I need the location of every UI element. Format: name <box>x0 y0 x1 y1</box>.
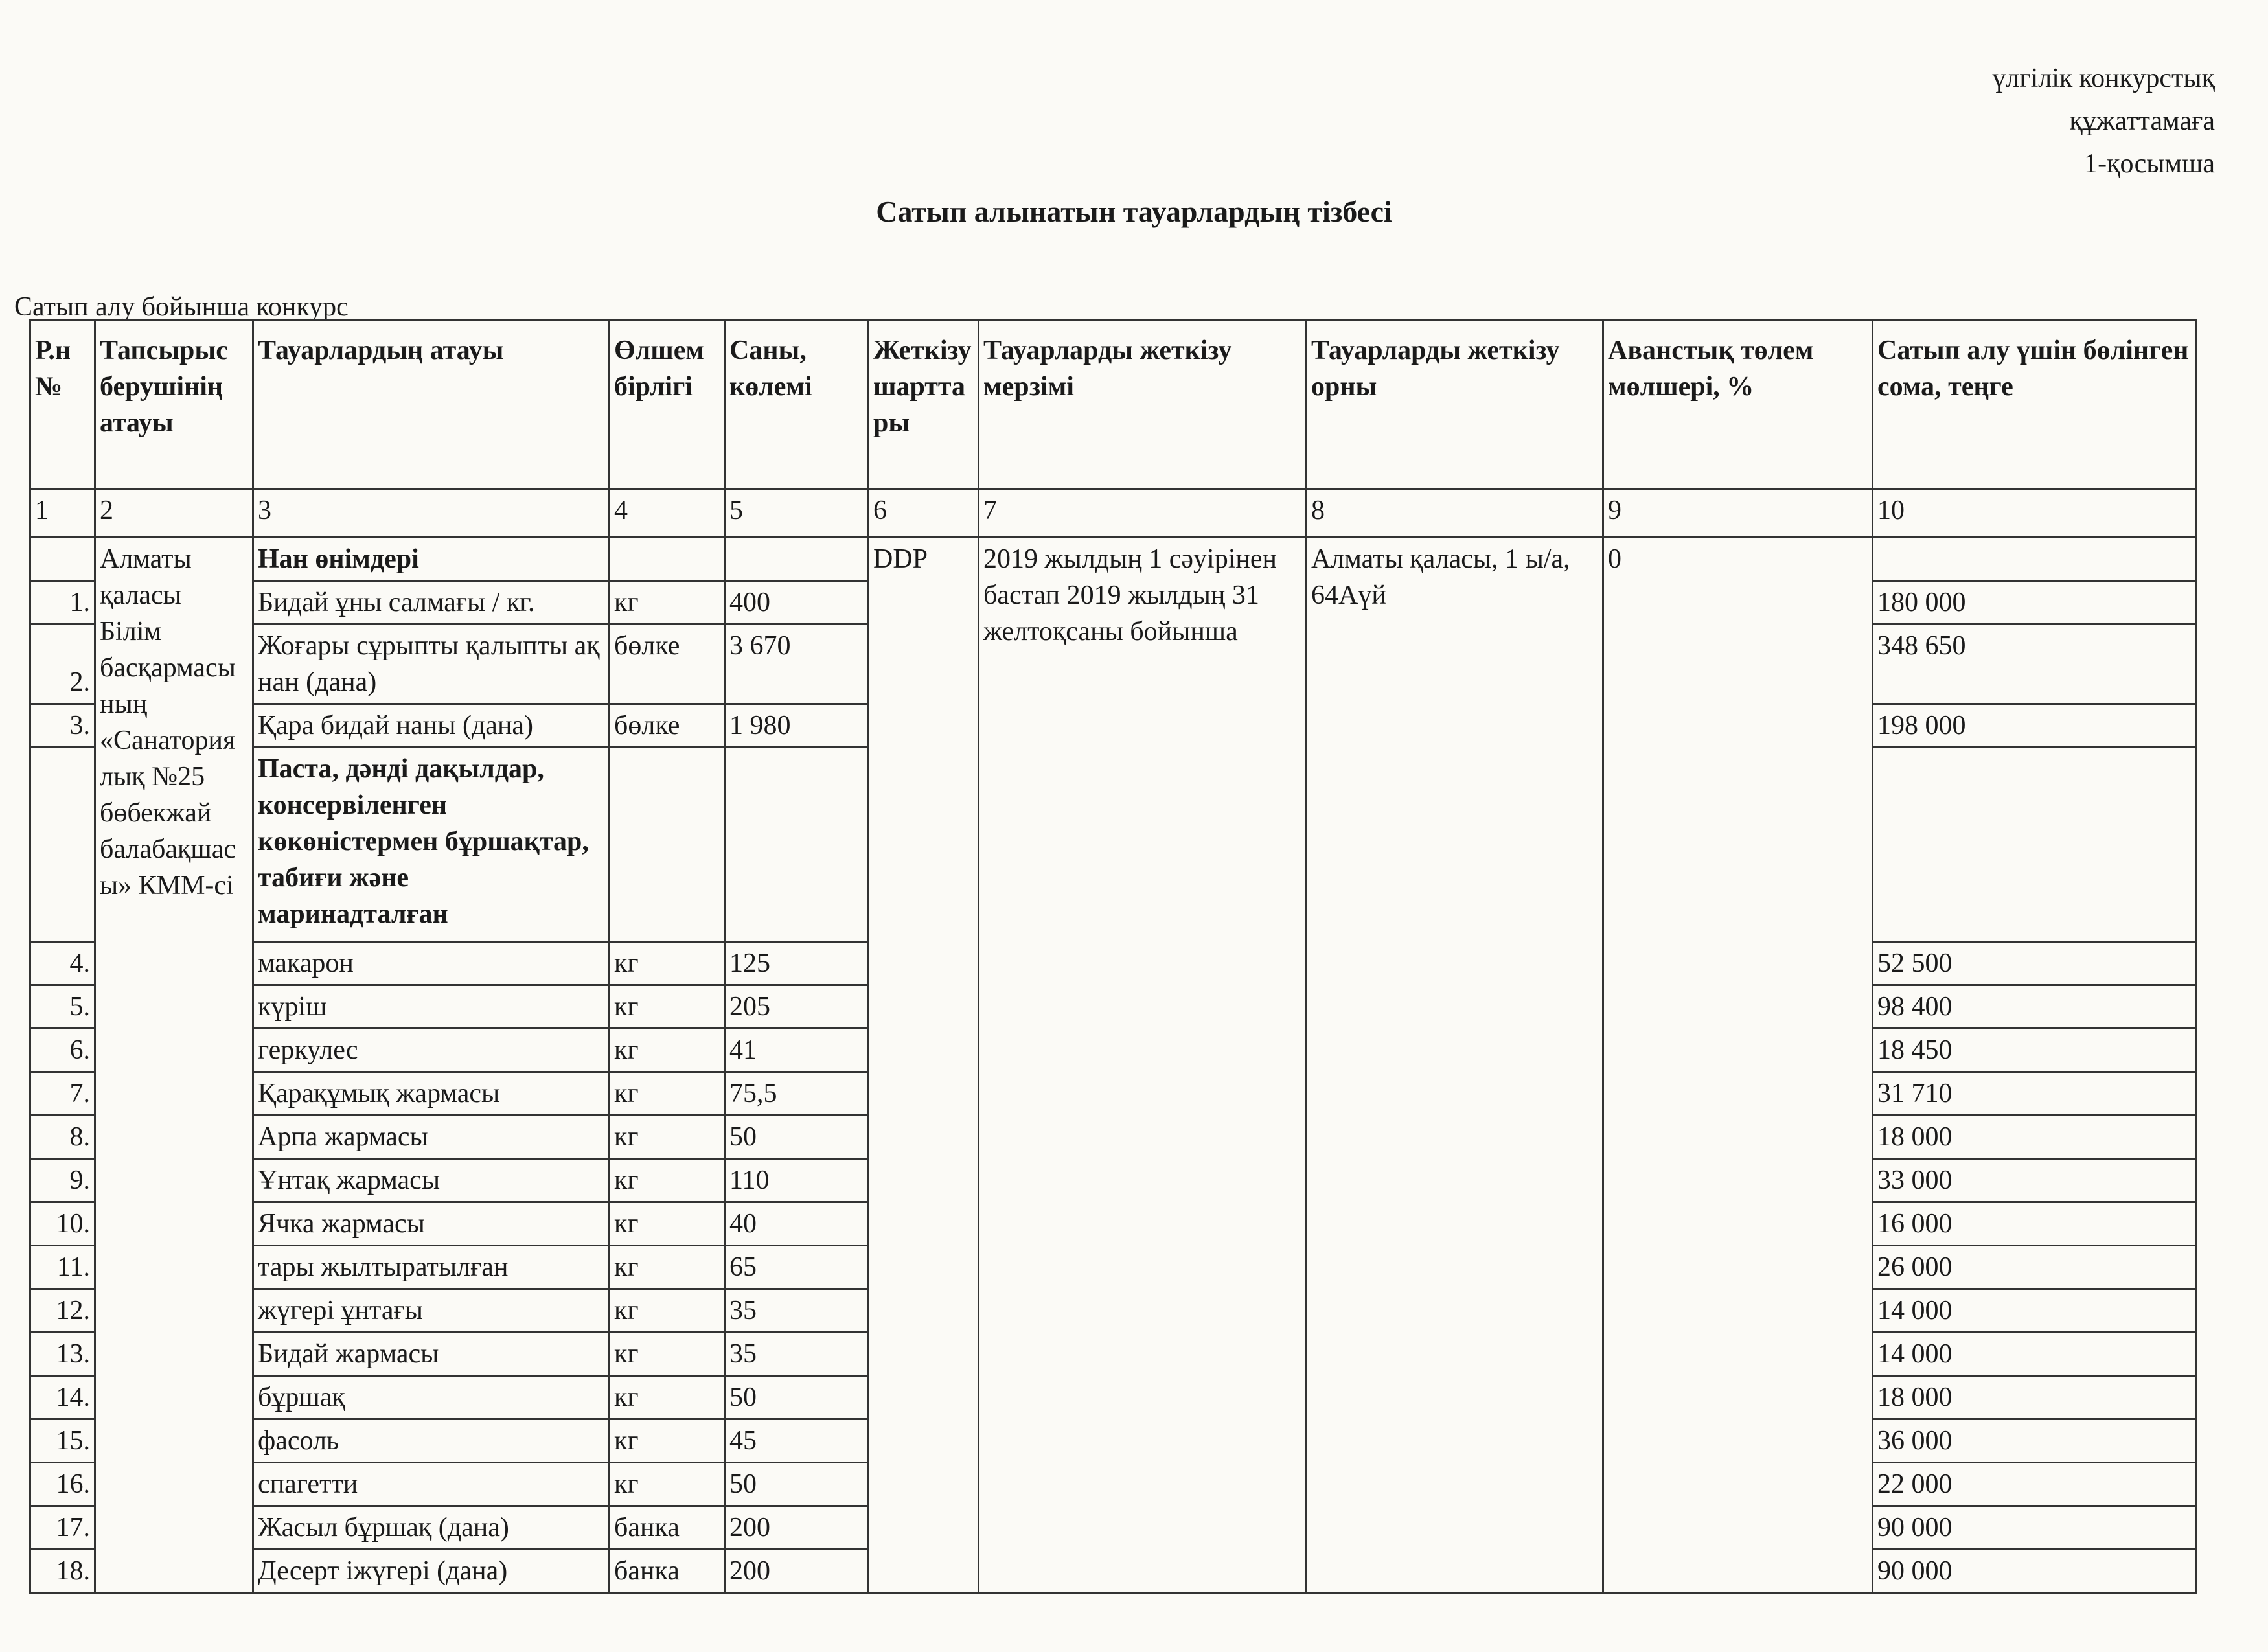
unit: кг <box>610 1463 725 1506</box>
unit: бөлке <box>610 704 725 748</box>
group-title: Нан өнімдері <box>253 538 610 581</box>
allocated-sum: 90 000 <box>1873 1550 2197 1593</box>
header-note-line: құжаттамаға <box>2069 106 2215 136</box>
item-name: бұршақ <box>253 1376 610 1419</box>
row-number: 6. <box>30 1029 95 1072</box>
allocated-sum: 22 000 <box>1873 1463 2197 1506</box>
unit: кг <box>610 1072 725 1116</box>
quantity: 35 <box>725 1333 869 1376</box>
column-number: 6 <box>869 489 979 538</box>
column-number: 3 <box>253 489 610 538</box>
column-number-row <box>30 489 2197 538</box>
row-number: 2. <box>30 625 95 704</box>
column-header: Жеткізу шарттары <box>869 320 979 489</box>
row-number: 7. <box>30 1072 95 1116</box>
column-header: Аванстық төлем мөлшері, % <box>1603 320 1873 489</box>
unit: кг <box>610 1159 725 1202</box>
unit: кг <box>610 581 725 625</box>
column-header: Тауарларды жеткізу орны <box>1307 320 1603 489</box>
allocated-sum: 33 000 <box>1873 1159 2197 1202</box>
row-number <box>30 538 95 581</box>
row-number: 18. <box>30 1550 95 1593</box>
allocated-sum <box>1873 538 2197 581</box>
item-name: спагетти <box>253 1463 610 1506</box>
item-name: Ячка жармасы <box>253 1202 610 1246</box>
row-number: 14. <box>30 1376 95 1419</box>
item-name: Жоғары сұрыпты қалыпты ақ нан (дана) <box>253 625 610 704</box>
quantity: 3 670 <box>725 625 869 704</box>
allocated-sum: 348 650 <box>1873 625 2197 704</box>
row-number: 13. <box>30 1333 95 1376</box>
row-number: 16. <box>30 1463 95 1506</box>
row-number: 8. <box>30 1116 95 1159</box>
customer-name: Алматы қаласы Білім басқармасының «Санаториялық №25 бөбекжай балабақшасы» КММ-сі <box>95 538 253 1593</box>
page-title: Сатып алынатын тауарлардың тізбесі <box>876 195 1392 228</box>
column-header: Р.н № <box>30 320 95 489</box>
item-name: Бидай жармасы <box>253 1333 610 1376</box>
allocated-sum: 16 000 <box>1873 1202 2197 1246</box>
unit <box>610 538 725 581</box>
quantity: 45 <box>725 1419 869 1463</box>
unit: кг <box>610 942 725 985</box>
allocated-sum: 18 450 <box>1873 1029 2197 1072</box>
column-number: 7 <box>979 489 1307 538</box>
quantity: 125 <box>725 942 869 985</box>
item-name: фасоль <box>253 1419 610 1463</box>
row-number: 5. <box>30 985 95 1029</box>
quantity <box>725 538 869 581</box>
column-header: Тапсырыс берушінің атауы <box>95 320 253 489</box>
quantity: 65 <box>725 1246 869 1289</box>
row-number: 11. <box>30 1246 95 1289</box>
row-number: 1. <box>30 581 95 625</box>
unit: кг <box>610 985 725 1029</box>
allocated-sum <box>1873 748 2197 942</box>
quantity: 200 <box>725 1550 869 1593</box>
unit: кг <box>610 1116 725 1159</box>
item-name: Бидай ұны салмағы / кг. <box>253 581 610 625</box>
table-header-row <box>30 320 2197 489</box>
unit: кг <box>610 1333 725 1376</box>
item-name: Жасыл бұршақ (дана) <box>253 1506 610 1550</box>
quantity: 75,5 <box>725 1072 869 1116</box>
delivery-period: 2019 жылдың 1 сәуірінен бастап 2019 жылдың 31 желтоқсаны бойынша <box>979 538 1307 1593</box>
allocated-sum: 98 400 <box>1873 985 2197 1029</box>
column-number: 8 <box>1307 489 1603 538</box>
unit: банка <box>610 1550 725 1593</box>
column-number: 5 <box>725 489 869 538</box>
allocated-sum: 18 000 <box>1873 1376 2197 1419</box>
row-number <box>30 748 95 942</box>
item-name: Арпа жармасы <box>253 1116 610 1159</box>
column-number: 1 <box>30 489 95 538</box>
quantity: 110 <box>725 1159 869 1202</box>
quantity: 41 <box>725 1029 869 1072</box>
allocated-sum: 31 710 <box>1873 1072 2197 1116</box>
quantity: 200 <box>725 1506 869 1550</box>
unit: кг <box>610 1202 725 1246</box>
header-note-line: үлгілік конкурстық <box>1992 63 2215 93</box>
item-name: жүгері ұнтағы <box>253 1289 610 1333</box>
quantity: 50 <box>725 1116 869 1159</box>
allocated-sum: 52 500 <box>1873 942 2197 985</box>
quantity: 50 <box>725 1463 869 1506</box>
row-number: 15. <box>30 1419 95 1463</box>
allocated-sum: 14 000 <box>1873 1333 2197 1376</box>
allocated-sum: 14 000 <box>1873 1289 2197 1333</box>
item-name: күріш <box>253 985 610 1029</box>
item-name: Десерт іжүгері (дана) <box>253 1550 610 1593</box>
goods-table <box>29 319 2197 1594</box>
column-header: Саны, көлемі <box>725 320 869 489</box>
item-name: геркулес <box>253 1029 610 1072</box>
column-number: 9 <box>1603 489 1873 538</box>
item-name: Қара бидай наны (дана) <box>253 704 610 748</box>
row-number: 17. <box>30 1506 95 1550</box>
row-number: 10. <box>30 1202 95 1246</box>
row-number: 4. <box>30 942 95 985</box>
delivery-place: Алматы қаласы, 1 ы/а, 64Аүй <box>1307 538 1603 1593</box>
quantity <box>725 748 869 942</box>
column-header: Өлшем бірлігі <box>610 320 725 489</box>
delivery-terms: DDP <box>869 538 979 1593</box>
unit: кг <box>610 1246 725 1289</box>
header-note <box>1992 57 2215 185</box>
allocated-sum: 198 000 <box>1873 704 2197 748</box>
column-header: Сатып алу үшін бөлінген сома, теңге <box>1873 320 2197 489</box>
item-name: Қарақұмық жармасы <box>253 1072 610 1116</box>
row-number: 12. <box>30 1289 95 1333</box>
allocated-sum: 26 000 <box>1873 1246 2197 1289</box>
unit: кг <box>610 1289 725 1333</box>
quantity: 1 980 <box>725 704 869 748</box>
unit: кг <box>610 1376 725 1419</box>
column-number: 10 <box>1873 489 2197 538</box>
unit: банка <box>610 1506 725 1550</box>
item-name: тары жылтыратылған <box>253 1246 610 1289</box>
column-number: 4 <box>610 489 725 538</box>
allocated-sum: 90 000 <box>1873 1506 2197 1550</box>
quantity: 400 <box>725 581 869 625</box>
column-header: Тауарларды жеткізу мерзімі <box>979 320 1307 489</box>
advance-payment: 0 <box>1603 538 1873 1593</box>
column-header: Тауарлардың атауы <box>253 320 610 489</box>
header-note-line: 1-қосымша <box>2084 149 2215 179</box>
group-row <box>30 538 2197 581</box>
unit: бөлке <box>610 625 725 704</box>
unit <box>610 748 725 942</box>
subtitle: Сатып алу бойынша конкурс <box>14 292 349 322</box>
quantity: 40 <box>725 1202 869 1246</box>
unit: кг <box>610 1029 725 1072</box>
row-number: 9. <box>30 1159 95 1202</box>
quantity: 50 <box>725 1376 869 1419</box>
quantity: 35 <box>725 1289 869 1333</box>
quantity: 205 <box>725 985 869 1029</box>
allocated-sum: 18 000 <box>1873 1116 2197 1159</box>
item-name: Ұнтақ жармасы <box>253 1159 610 1202</box>
item-name: макарон <box>253 942 610 985</box>
allocated-sum: 36 000 <box>1873 1419 2197 1463</box>
unit: кг <box>610 1419 725 1463</box>
group-title: Паста, дәнді дақылдар, консервіленген көкөністермен бұршақтар, табиғи және маринадталған <box>253 748 610 942</box>
column-number: 2 <box>95 489 253 538</box>
allocated-sum: 180 000 <box>1873 581 2197 625</box>
row-number: 3. <box>30 704 95 748</box>
